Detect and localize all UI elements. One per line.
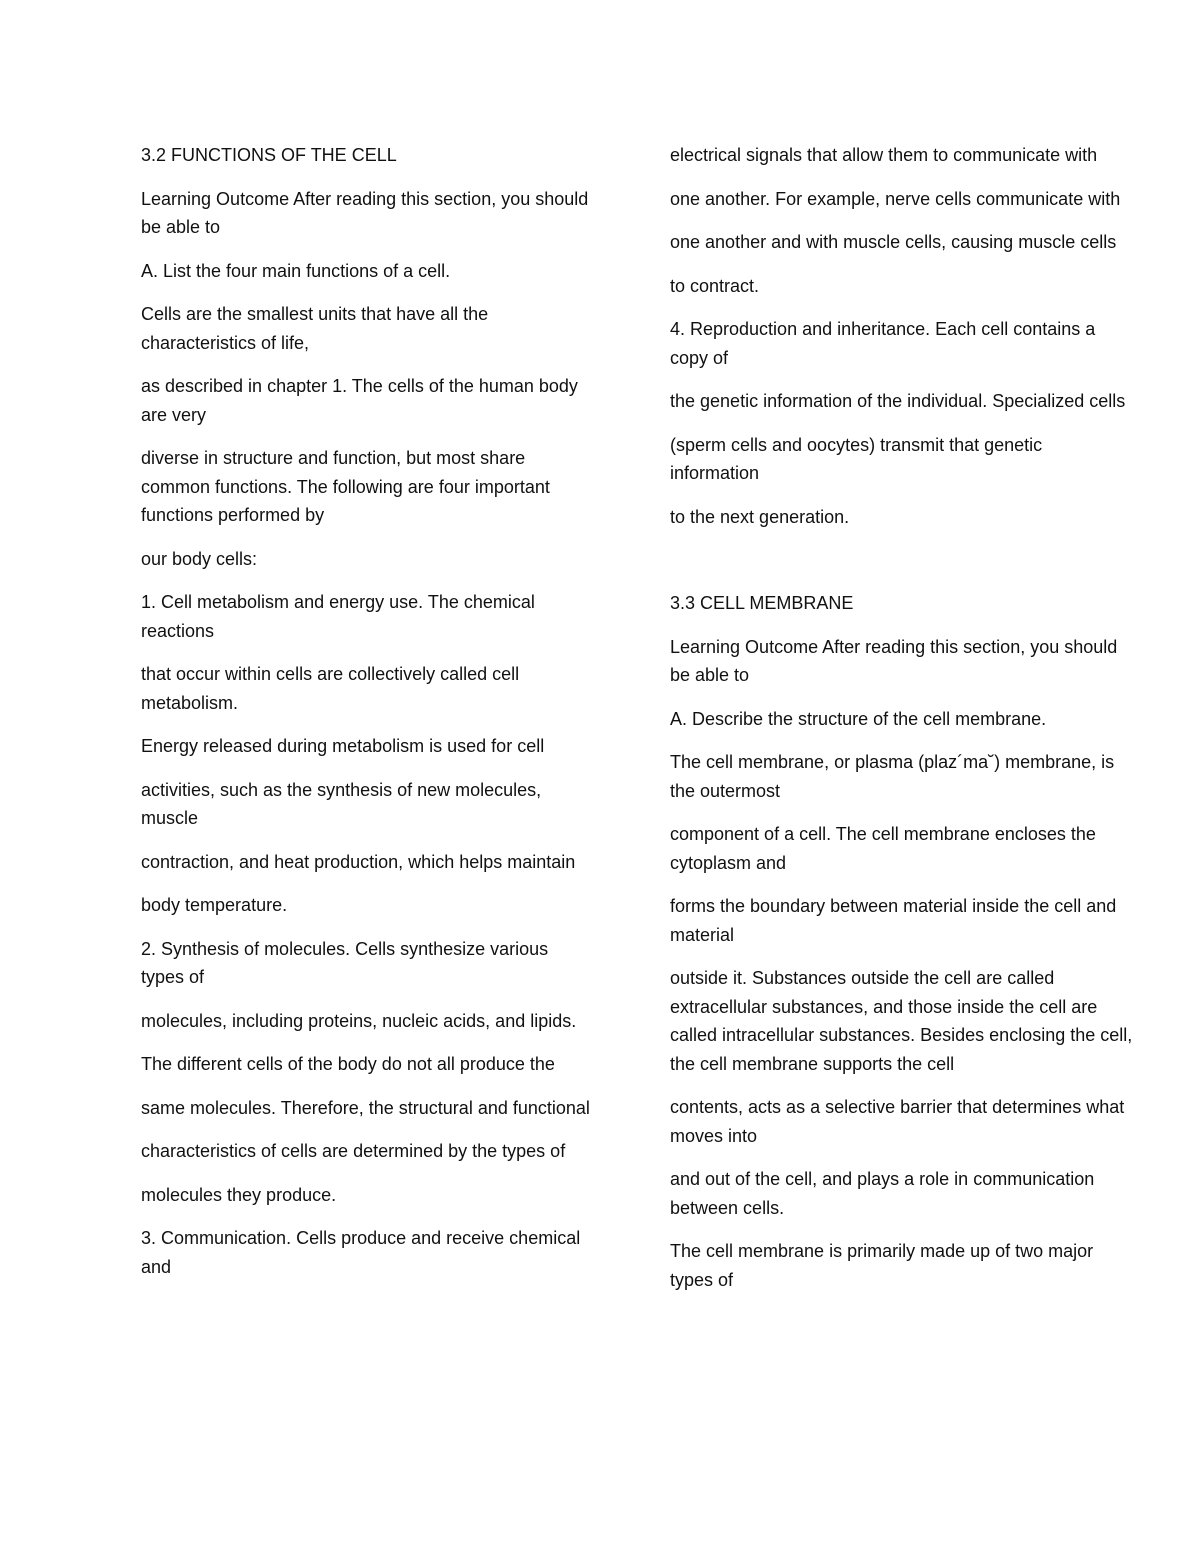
paragraph: Cells are the smallest units that have all the characteristics of life, (141, 304, 489, 353)
paragraph: same molecules. Therefore, the structural and functional (141, 1097, 590, 1118)
paragraph: the genetic information of the individual. Specialized cells (670, 391, 1126, 411)
paragraph: electrical signals that allow them to communicate with (670, 145, 1098, 165)
left-column (141, 141, 596, 1296)
paragraph: to the next generation. (670, 506, 850, 527)
section-spacer (670, 546, 1135, 589)
paragraph: contents, acts as a selective barrier that determines what moves into (670, 1097, 1125, 1146)
paragraph: A. Describe the structure of the cell membrane. (670, 708, 1047, 729)
paragraph: body temperature. (141, 895, 288, 915)
paragraph: contraction, and heat production, which helps maintain (141, 851, 576, 872)
paragraph: characteristics of cells are determined by the types of (141, 1141, 566, 1161)
paragraph: The cell membrane is primarily made up of two major types of (670, 1241, 1094, 1290)
section-heading-3-2: 3.2 FUNCTIONS OF THE CELL (141, 145, 397, 165)
paragraph: our body cells: (141, 548, 258, 569)
paragraph: outside it. Substances outside the cell are called extracellular substances, and those inside the cell are called intracellular substances. Besides enclosing the cell, the cell membrane supports the cell (670, 968, 1133, 1074)
paragraph: to contract. (670, 275, 760, 296)
paragraph: molecules, including proteins, nucleic acids, and lipids. (141, 1010, 577, 1031)
paragraph: forms the boundary between material inside the cell and material (670, 896, 1117, 945)
paragraph: A. List the four main functions of a cell. (141, 260, 451, 281)
paragraph: (sperm cells and oocytes) transmit that genetic information (670, 434, 1043, 483)
paragraph: 4. Reproduction and inheritance. Each cell contains a copy of (670, 319, 1096, 368)
paragraph: 3. Communication. Cells produce and receive chemical and (141, 1228, 581, 1277)
paragraph: diverse in structure and function, but most share common functions. The following are four important functions performed by (141, 448, 550, 525)
paragraph: molecules they produce. (141, 1184, 337, 1205)
paragraph: The cell membrane, or plasma (plaz´ma˘) membrane, is the outermost (670, 752, 1115, 801)
paragraph: activities, such as the synthesis of new molecules, muscle (141, 779, 542, 828)
paragraph: one another and with muscle cells, causing muscle cells (670, 232, 1117, 252)
paragraph: The different cells of the body do not all produce the (141, 1054, 555, 1074)
paragraph: one another. For example, nerve cells communicate with (670, 188, 1121, 209)
paragraph: and out of the cell, and plays a role in communication between cells. (670, 1169, 1095, 1218)
paragraph: Learning Outcome After reading this section, you should be able to (670, 636, 1118, 685)
paragraph: component of a cell. The cell membrane encloses the cytoplasm and (670, 824, 1096, 873)
paragraph: Energy released during metabolism is used for cell (141, 736, 545, 756)
paragraph: that occur within cells are collectively called cell metabolism. (141, 664, 520, 713)
paragraph: 2. Synthesis of molecules. Cells synthesize various types of (141, 938, 549, 987)
paragraph: 1. Cell metabolism and energy use. The chemical reactions (141, 592, 535, 641)
paragraph: Learning Outcome After reading this section, you should be able to (141, 188, 589, 237)
section-heading-3-3: 3.3 CELL MEMBRANE (670, 593, 854, 613)
right-column (670, 141, 1135, 1309)
paragraph: as described in chapter 1. The cells of the human body are very (141, 376, 578, 425)
